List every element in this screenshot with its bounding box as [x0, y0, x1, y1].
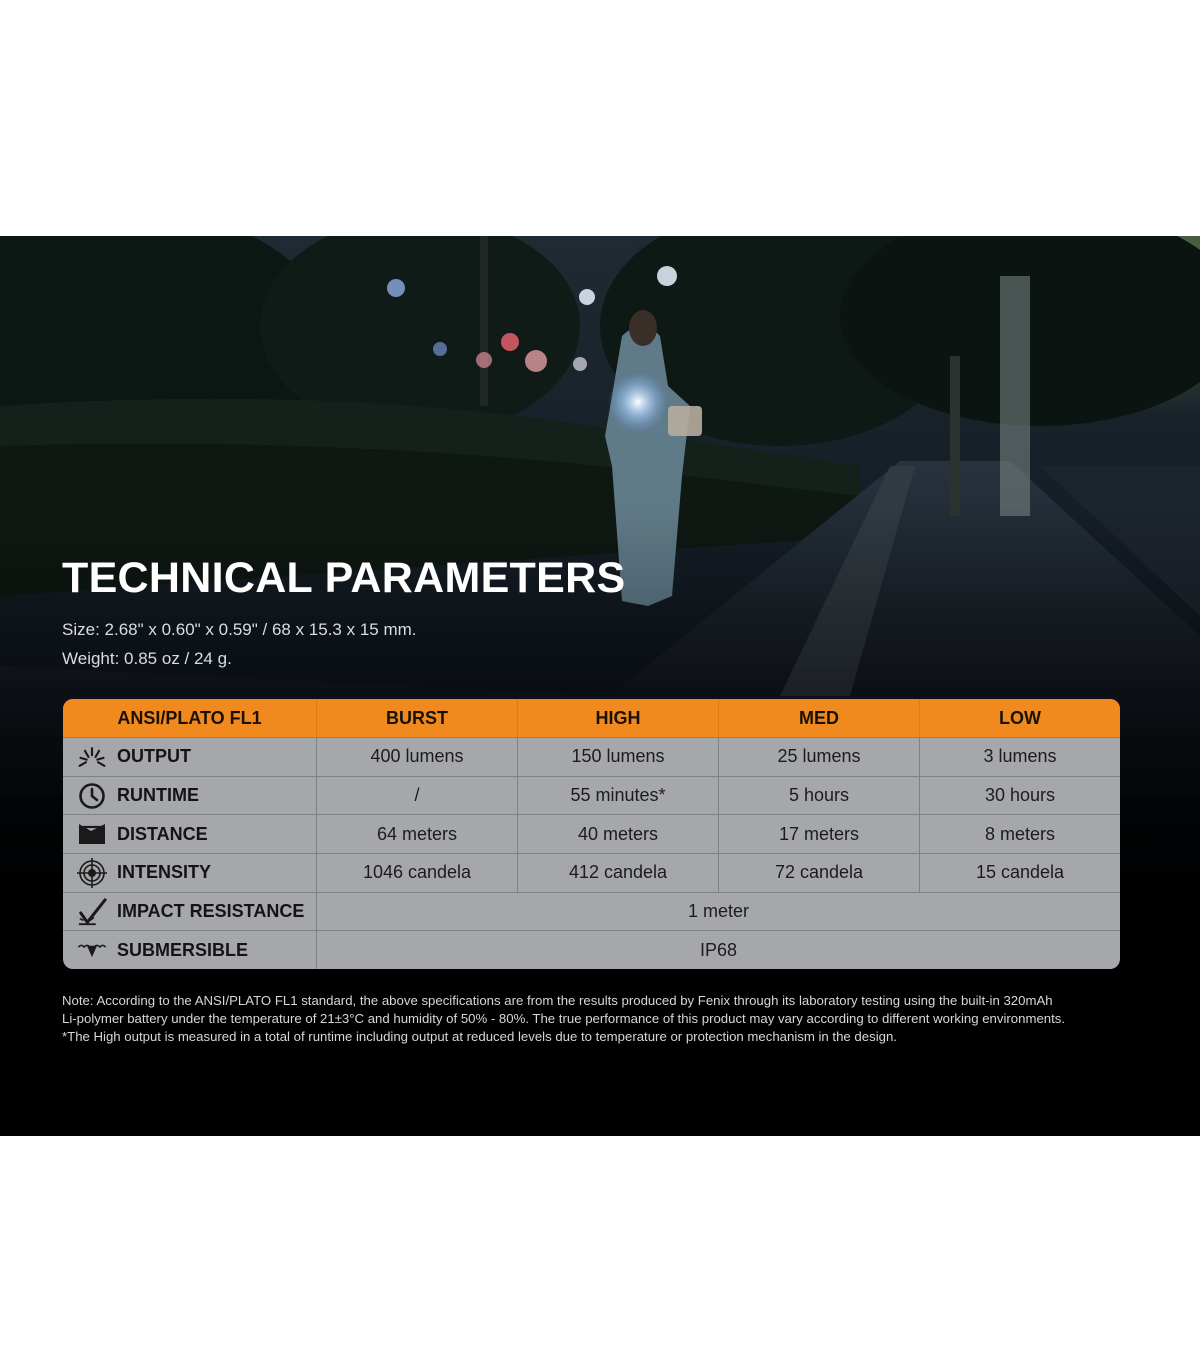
target-icon	[77, 859, 107, 887]
row-label: INTENSITY	[117, 862, 212, 883]
specs-table	[63, 699, 1120, 969]
header-standard: ANSI/PLATO FL1	[117, 707, 262, 728]
page-title: TECHNICAL PARAMETERS	[62, 554, 626, 602]
table-cell: 72 candela	[718, 854, 919, 892]
table-cell: 3 lumens	[919, 738, 1120, 776]
table-cell: 30 hours	[919, 777, 1120, 815]
table-cell: 17 meters	[718, 815, 919, 853]
table-cell: 412 candela	[517, 854, 718, 892]
header-low: LOW	[919, 699, 1120, 737]
table-row-runtime	[63, 776, 1120, 815]
table-cell: 40 meters	[517, 815, 718, 853]
table-cell: 150 lumens	[517, 738, 718, 776]
table-cell: 8 meters	[919, 815, 1120, 853]
header-high: HIGH	[517, 699, 718, 737]
header-med: MED	[718, 699, 919, 737]
impact-check-icon	[77, 898, 107, 926]
table-cell: 25 lumens	[718, 738, 919, 776]
row-label-cell	[63, 738, 316, 776]
table-cell: 64 meters	[316, 815, 517, 853]
table-cell: 55 minutes*	[517, 777, 718, 815]
header-burst: BURST	[316, 699, 517, 737]
table-row-submersible	[63, 930, 1120, 969]
light-burst-icon	[77, 743, 107, 771]
footnote-line: Note: According to the ANSI/PLATO FL1 standard, the above specifications are from the results produced by Fenix through its laboratory testing using the built-in 320mAh	[62, 993, 1053, 1008]
row-label-cell	[63, 815, 316, 853]
table-row-distance	[63, 814, 1120, 853]
table-header-row	[63, 699, 1120, 737]
row-label: DISTANCE	[117, 823, 208, 844]
row-label: IMPACT RESISTANCE	[117, 901, 305, 922]
row-label: OUTPUT	[117, 746, 191, 767]
table-cell: 5 hours	[718, 777, 919, 815]
water-drop-icon	[77, 936, 107, 964]
row-label-cell	[63, 854, 316, 892]
row-label-cell	[63, 931, 316, 969]
clock-icon	[77, 782, 107, 810]
table-row-intensity	[63, 853, 1120, 892]
product-banner	[0, 236, 1200, 1136]
weight-spec: Weight: 0.85 oz / 24 g.	[62, 649, 232, 668]
row-label: RUNTIME	[117, 785, 199, 806]
row-label-cell	[63, 893, 316, 931]
footnote-line: *The High output is measured in a total of runtime including output at reduced levels due to temperature or protection mechanism in the design.	[62, 1029, 897, 1044]
table-cell: IP68	[316, 931, 1120, 969]
table-cell: 15 candela	[919, 854, 1120, 892]
table-cell: 1046 candela	[316, 854, 517, 892]
footnote-line: Li-polymer battery under the temperature of 21±3°C and humidity of 50% - 80%. The true performance of this product may vary according to different working environments.	[62, 1011, 1066, 1026]
row-label-cell	[63, 777, 316, 815]
row-label: SUBMERSIBLE	[117, 939, 249, 960]
table-cell: 400 lumens	[316, 738, 517, 776]
table-cell: 1 meter	[316, 893, 1120, 931]
footnote	[62, 992, 1142, 1046]
size-spec: Size: 2.68" x 0.60" x 0.59" / 68 x 15.3 x 15 mm.	[62, 620, 417, 639]
table-row-impact-resistance	[63, 892, 1120, 931]
table-cell: /	[316, 777, 517, 815]
beam-distance-icon	[77, 820, 107, 848]
table-row-output	[63, 737, 1120, 776]
